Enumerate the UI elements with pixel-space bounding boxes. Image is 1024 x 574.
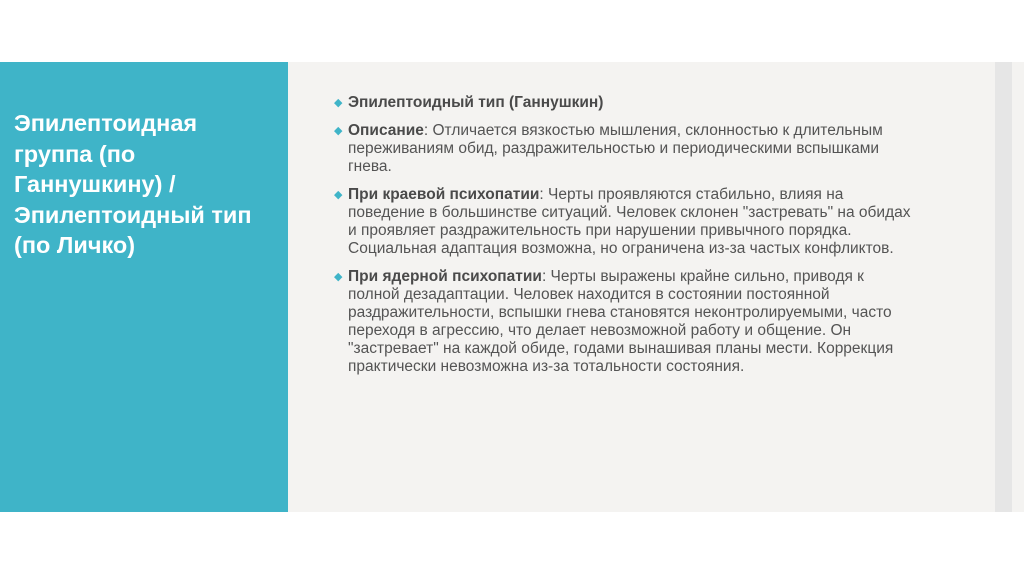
bullet-label: Эпилептоидный тип (Ганнушкин) — [348, 94, 604, 111]
slide-title: Эпилептоидная группа (по Ганнушкину) / Эпилептоидный тип (по Личко) — [14, 110, 252, 258]
bullet-icon: ◆ — [334, 125, 343, 137]
bullet-label: При краевой психопатии — [348, 186, 540, 203]
bullet-item — [332, 268, 912, 376]
bullet-item — [332, 94, 912, 112]
bullet-icon: ◆ — [334, 271, 343, 283]
bullet-item — [332, 186, 912, 258]
vertical-scrollbar[interactable] — [995, 62, 1012, 512]
bullet-icon: ◆ — [334, 189, 343, 201]
bullet-text: : Отличается вязкостью мышления, склонностью к длительным переживаниям обид, раздражительностью и периодическими вспышками гнева. — [348, 122, 883, 175]
bullet-text: : Черты выражены крайне сильно, приводя к полной дезадаптации. Человек находится в состоянии постоянной раздражительности, вспышки гнева становятся неконтролируемыми, часто переходя в агрессию, что делает невозможной работу и общение. Он "застревает" на каждой обиде, годами вынашивая планы мести. Коррекция практически невозможна из-за тотальности состояния. — [348, 268, 894, 375]
bullet-label: Описание — [348, 122, 424, 139]
bullet-text: : Черты проявляются стабильно, влияя на поведение в большинстве ситуаций. Человек склонен "застревать" на обидах и проявляет раздражительность при нарушении привычного порядка. Социальная адаптация возможна, но ограничена из-за частых конфликтов. — [348, 186, 911, 257]
bullet-label: При ядерной психопатии — [348, 268, 542, 285]
bullet-list — [332, 94, 912, 386]
bullet-icon: ◆ — [334, 97, 343, 109]
bullet-item — [332, 122, 912, 176]
